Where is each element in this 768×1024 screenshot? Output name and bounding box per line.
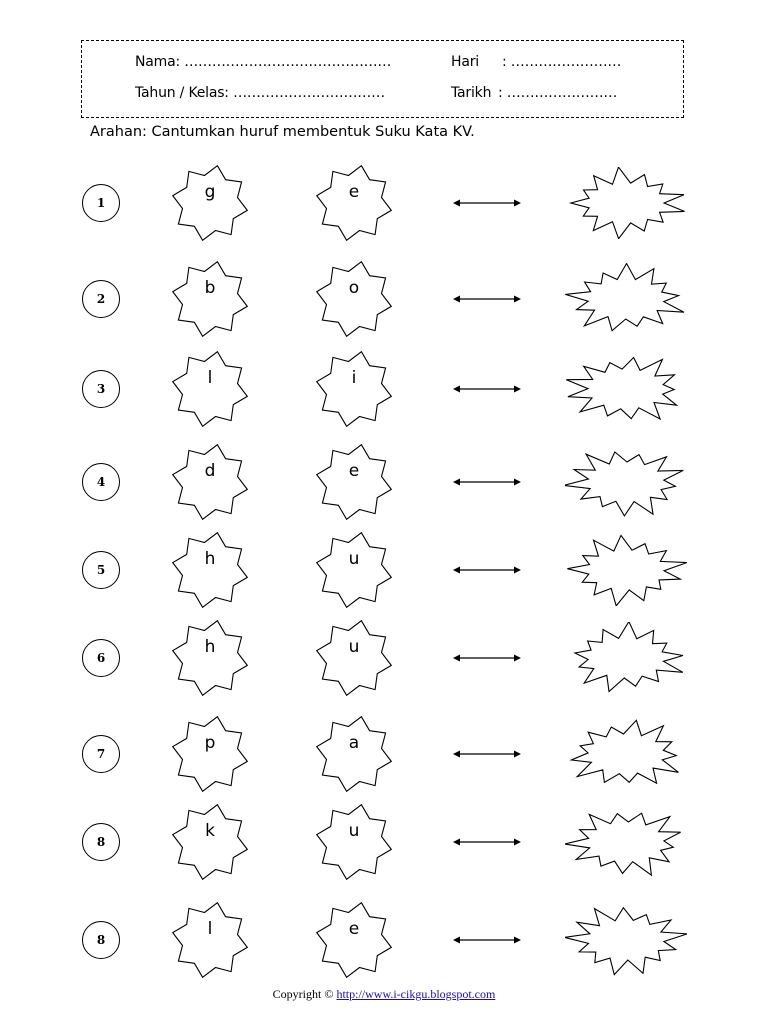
- row-number: 6: [82, 639, 120, 677]
- consonant-letter: h: [204, 549, 216, 569]
- consonant-star: [171, 901, 249, 979]
- consonant-letter: p: [204, 733, 216, 753]
- consonant-star: [171, 164, 249, 242]
- consonant-star: [171, 350, 249, 428]
- instruction-text: Arahan: Cantumkan huruf membentuk Suku Kata KV.: [90, 124, 475, 140]
- vowel-letter: u: [348, 549, 360, 569]
- consonant-letter: g: [204, 182, 216, 202]
- answer-burst[interactable]: [565, 806, 687, 878]
- hari-field[interactable]: : ……………………: [502, 54, 622, 70]
- consonant-letter: l: [207, 919, 213, 939]
- double-arrow-icon: [453, 565, 521, 575]
- answer-burst[interactable]: [565, 534, 687, 606]
- answer-burst[interactable]: [565, 167, 687, 239]
- consonant-star: [171, 715, 249, 793]
- student-info-box: [81, 40, 684, 118]
- consonant-letter: l: [207, 368, 213, 388]
- double-arrow-icon: [453, 294, 521, 304]
- double-arrow-icon: [453, 935, 521, 945]
- vowel-star: [315, 260, 393, 338]
- vowel-star: [315, 350, 393, 428]
- vowel-letter: i: [351, 368, 357, 388]
- answer-burst[interactable]: [565, 904, 687, 976]
- tarikh-label: Tarikh: [451, 85, 492, 101]
- vowel-letter: u: [348, 821, 360, 841]
- consonant-star: [171, 803, 249, 881]
- double-arrow-icon: [453, 198, 521, 208]
- vowel-star: [315, 901, 393, 979]
- vowel-star: [315, 619, 393, 697]
- row-number: 4: [82, 463, 120, 501]
- row-number: 5: [82, 551, 120, 589]
- nama-field[interactable]: Nama: ………………………………………: [135, 54, 392, 70]
- vowel-letter: o: [348, 278, 360, 298]
- vowel-star: [315, 164, 393, 242]
- consonant-letter: b: [204, 278, 216, 298]
- double-arrow-icon: [453, 653, 521, 663]
- vowel-letter: e: [348, 919, 360, 939]
- double-arrow-icon: [453, 477, 521, 487]
- consonant-star: [171, 443, 249, 521]
- answer-burst[interactable]: [565, 263, 687, 335]
- double-arrow-icon: [453, 384, 521, 394]
- answer-burst[interactable]: [565, 718, 687, 790]
- row-number: 8: [82, 823, 120, 861]
- vowel-star: [315, 531, 393, 609]
- answer-burst[interactable]: [565, 622, 687, 694]
- answer-burst[interactable]: [565, 446, 687, 518]
- consonant-letter: h: [204, 637, 216, 657]
- tahun-kelas-field[interactable]: Tahun / Kelas: ……………………………: [135, 85, 385, 101]
- copyright-text: Copyright ©: [272, 987, 334, 1001]
- hari-label: Hari: [451, 54, 479, 70]
- tarikh-field[interactable]: : ……………………: [498, 85, 618, 101]
- vowel-letter: a: [348, 733, 360, 753]
- consonant-letter: d: [204, 461, 216, 481]
- double-arrow-icon: [453, 837, 521, 847]
- blog-link[interactable]: http://www.i-cikgu.blogspot.com: [336, 987, 496, 1001]
- vowel-letter: e: [348, 182, 360, 202]
- double-arrow-icon: [453, 749, 521, 759]
- consonant-star: [171, 260, 249, 338]
- consonant-star: [171, 531, 249, 609]
- consonant-star: [171, 619, 249, 697]
- vowel-star: [315, 803, 393, 881]
- row-number: 3: [82, 370, 120, 408]
- row-number: 2: [82, 280, 120, 318]
- row-number: 1: [82, 184, 120, 222]
- vowel-star: [315, 443, 393, 521]
- vowel-star: [315, 715, 393, 793]
- vowel-letter: e: [348, 461, 360, 481]
- vowel-letter: u: [348, 637, 360, 657]
- consonant-letter: k: [205, 821, 215, 841]
- footer: [0, 987, 768, 1002]
- answer-burst[interactable]: [565, 353, 687, 425]
- row-number: 7: [82, 735, 120, 773]
- row-number: 8: [82, 921, 120, 959]
